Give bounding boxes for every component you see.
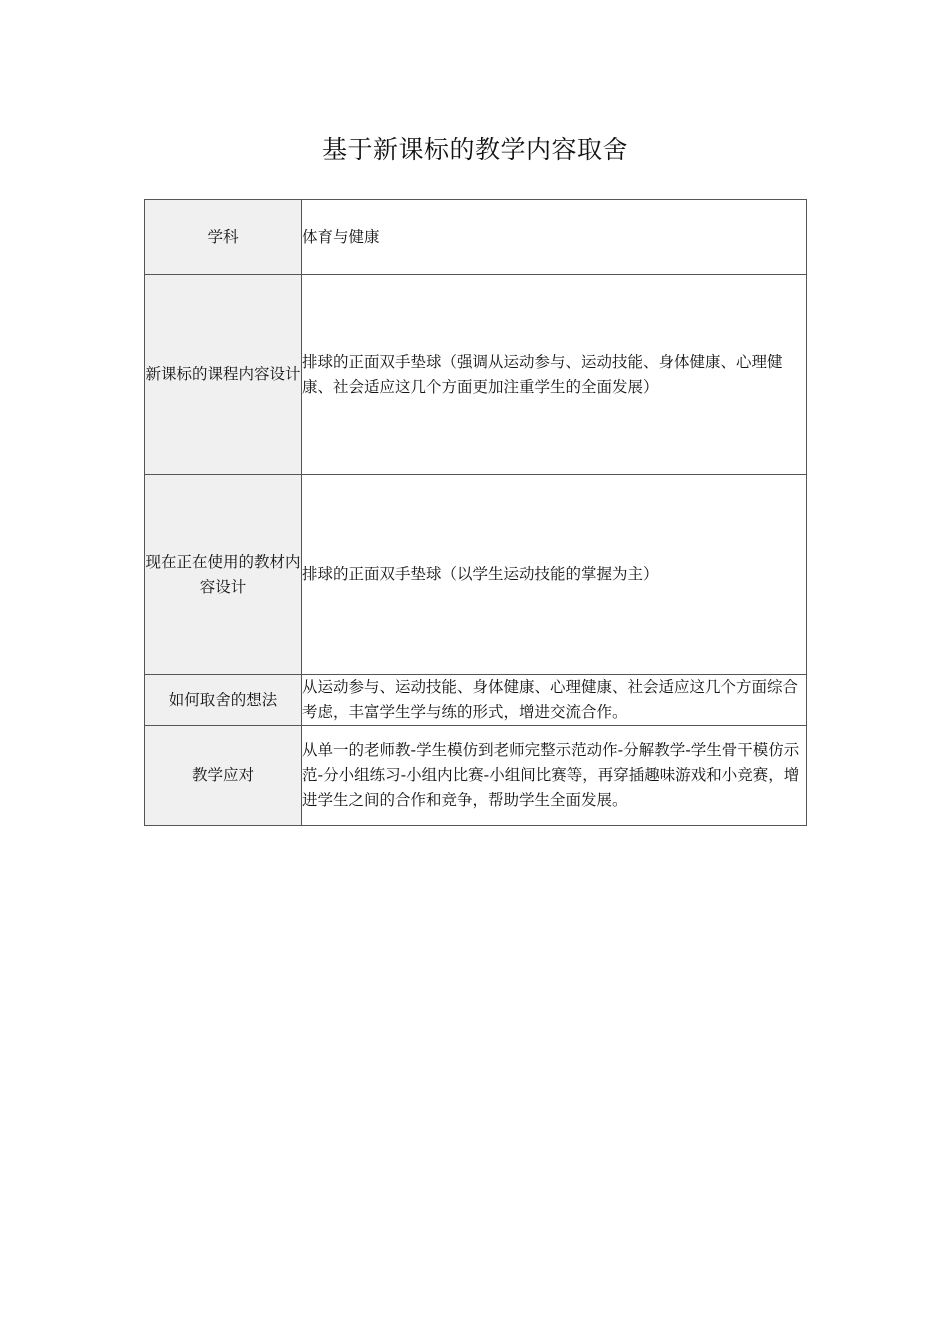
table-row — [145, 726, 807, 826]
row-label-subject: 学科 — [145, 200, 302, 275]
row-label-selection-idea: 如何取舍的想法 — [145, 675, 302, 726]
row-value-current-textbook: 排球的正面双手垫球（以学生运动技能的掌握为主） — [302, 475, 807, 675]
row-label-new-curriculum: 新课标的课程内容设计 — [145, 275, 302, 475]
table-row — [145, 275, 807, 475]
row-value-new-curriculum: 排球的正面双手垫球（强调从运动参与、运动技能、身体健康、心理健康、社会适应这几个方面更加注重学生的全面发展） — [302, 275, 807, 475]
table-row — [145, 475, 807, 675]
content-table — [144, 199, 807, 826]
table-row — [145, 200, 807, 275]
row-value-subject: 体育与健康 — [302, 200, 807, 275]
row-label-teaching-response: 教学应对 — [145, 726, 302, 826]
table-row — [145, 675, 807, 726]
row-label-current-textbook: 现在正在使用的教材内容设计 — [145, 475, 302, 675]
document-title: 基于新课标的教学内容取舍 — [321, 135, 628, 164]
row-value-teaching-response: 从单一的老师教-学生模仿到老师完整示范动作-分解教学-学生骨干模仿示范-分小组练习-小组内比赛-小组间比赛等，再穿插趣味游戏和小竞赛，增进学生之间的合作和竞争，帮助学生全面发展。 — [302, 726, 807, 826]
row-value-selection-idea: 从运动参与、运动技能、身体健康、心理健康、社会适应这几个方面综合考虑，丰富学生学与练的形式，增进交流合作。 — [302, 675, 807, 726]
